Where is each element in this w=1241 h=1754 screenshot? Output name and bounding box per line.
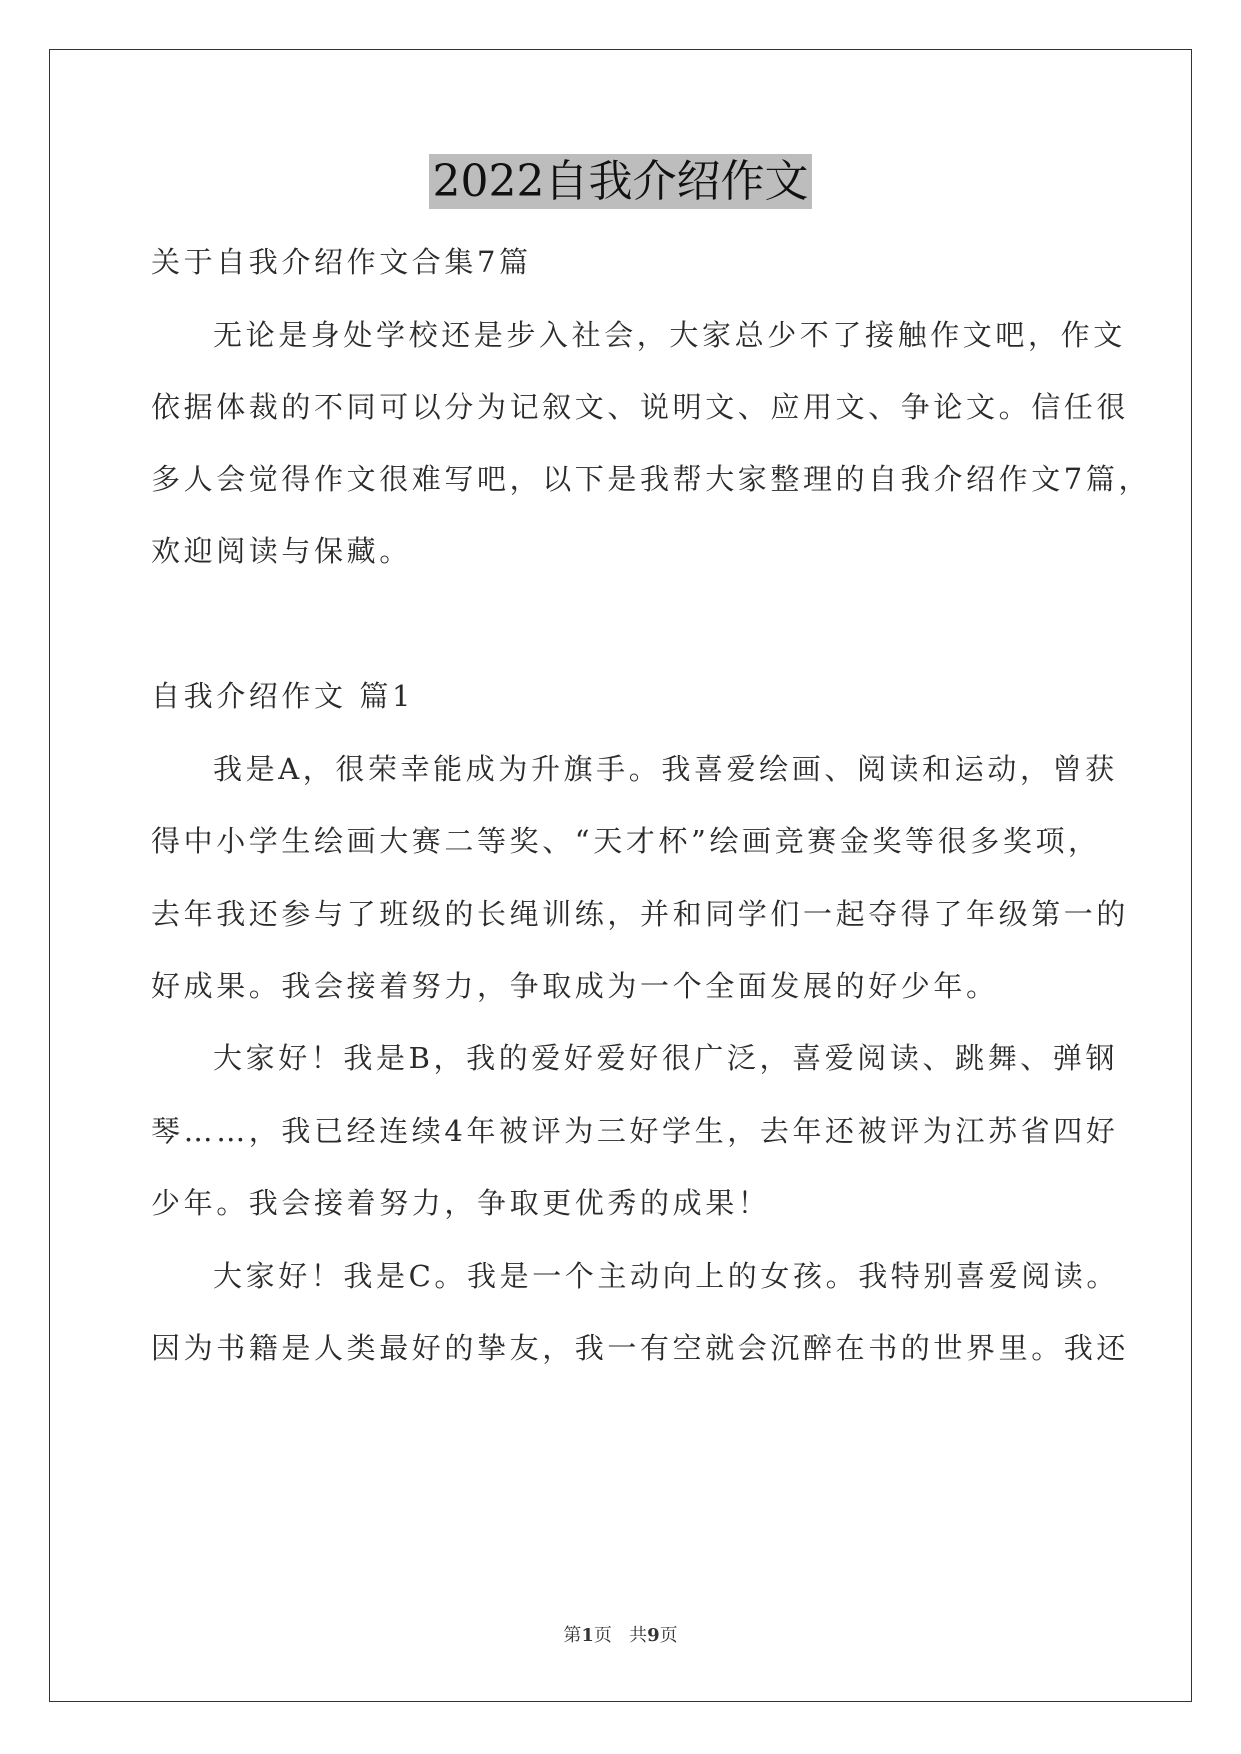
intro-line-1: 无论是身处学校还是步入社会，大家总少不了接触作文吧，作文 [213, 318, 1126, 352]
footer-current-page: 1 [581, 1625, 594, 1646]
page-frame [49, 49, 1192, 1702]
section-heading: 自我介绍作文 篇1 [151, 679, 415, 713]
paragraph-b-line-1: 大家好！我是B，我的爱好爱好很广泛，喜爱阅读、跳舞、弹钢 [213, 1041, 1119, 1075]
document-title [0, 150, 1241, 214]
paragraph-a-line-3: 去年我还参与了班级的长绳训练，并和同学们一起夺得了年级第一的 [151, 897, 1130, 931]
paragraph-a-line-4: 好成果。我会接着努力，争取成为一个全面发展的好少年。 [151, 969, 999, 1003]
paragraph-b-line-2: 琴……，我已经连续4年被评为三好学生，去年还被评为江苏省四好 [151, 1114, 1119, 1148]
footer-total-pages: 9 [647, 1625, 660, 1646]
paragraph-c-line-1: 大家好！我是C。我是一个主动向上的女孩。我特别喜爱阅读。 [213, 1259, 1119, 1293]
intro-line-2: 依据体裁的不同可以分为记叙文、说明文、应用文、争论文。信任很 [151, 390, 1130, 424]
paragraph-b-line-3: 少年。我会接着努力，争取更优秀的成果！ [151, 1186, 771, 1220]
page-footer [0, 1624, 1241, 1648]
paragraph-a-line-1: 我是A，很荣幸能成为升旗手。我喜爱绘画、阅读和运动，曾获 [213, 752, 1118, 786]
intro-line-4: 欢迎阅读与保藏。 [151, 534, 412, 568]
paragraph-a-line-2: 得中小学生绘画大赛二等奖、“天才杯”绘画竞赛金奖等很多奖项， [151, 824, 1101, 858]
document-title-text: 2022自我介绍作文 [429, 154, 813, 209]
footer-middle: 页 共 [593, 1625, 648, 1646]
footer-prefix: 第 [563, 1625, 582, 1646]
footer-suffix: 页 [659, 1625, 678, 1646]
paragraph-c-line-2: 因为书籍是人类最好的挚友，我一有空就会沉醉在书的世界里。我还 [151, 1331, 1130, 1365]
document-subtitle: 关于自我介绍作文合集7篇 [151, 245, 532, 279]
intro-line-3: 多人会觉得作文很难写吧，以下是我帮大家整理的自我介绍作文7篇， [151, 462, 1152, 496]
